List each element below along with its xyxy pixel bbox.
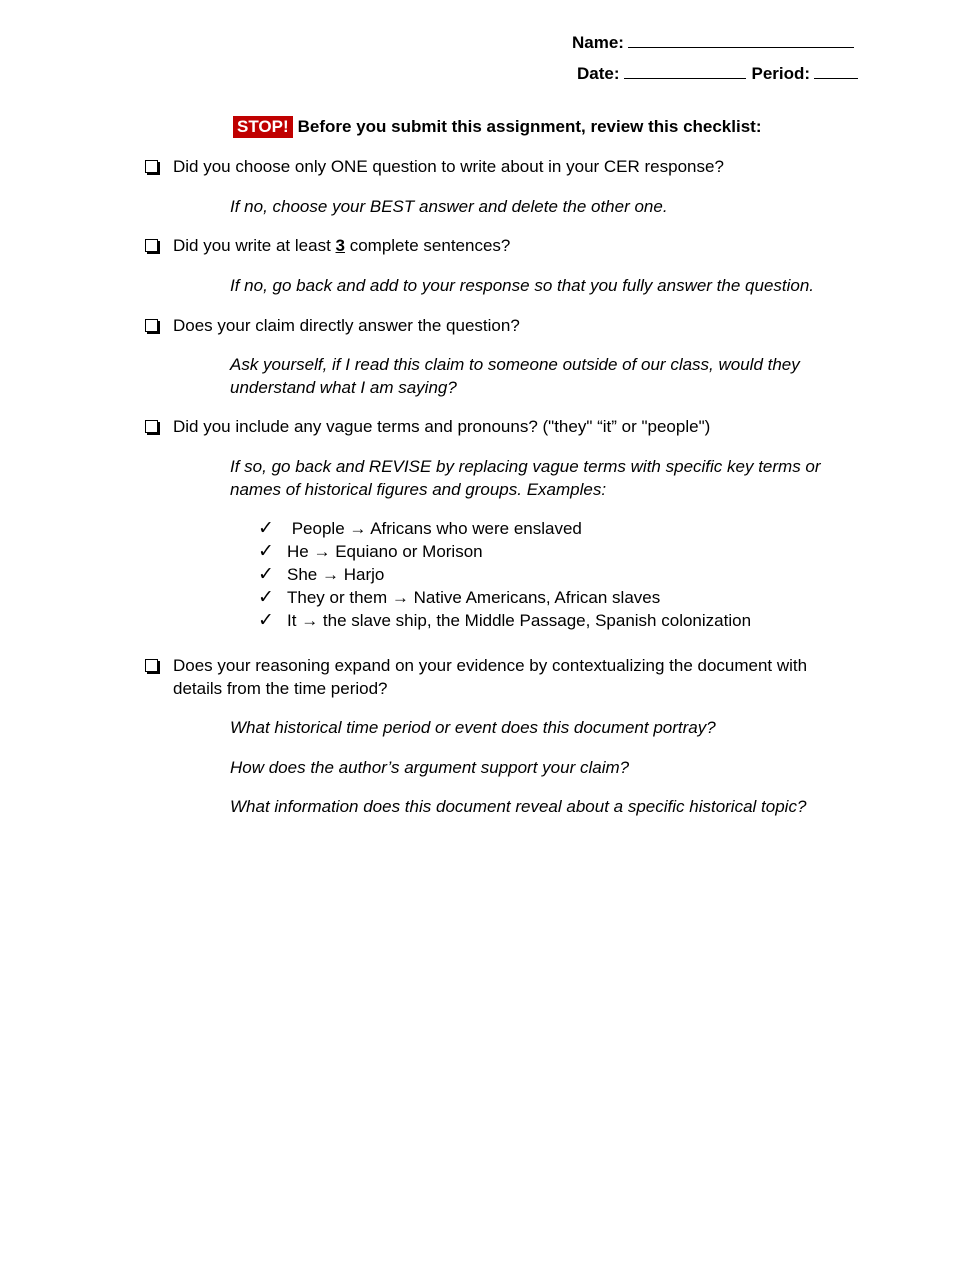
period-label: Period: [751, 64, 811, 83]
example-replacement: Harjo [343, 565, 385, 584]
example-row [258, 517, 751, 540]
name-line [572, 33, 854, 53]
checkmark-icon: ✓ [258, 610, 274, 631]
checkbox-icon[interactable] [145, 420, 158, 433]
checklist-note: If no, go back and add to your response so that you fully answer the question. [230, 276, 815, 295]
example-row [258, 563, 751, 586]
date-line [577, 64, 858, 84]
checkbox-icon[interactable] [145, 659, 158, 672]
checklist-note: What historical time period or event does this document portray? [230, 718, 716, 737]
checkbox-icon[interactable] [145, 239, 158, 252]
arrow-icon: → [349, 519, 367, 538]
checkbox-icon[interactable] [145, 160, 158, 173]
example-replacement: Equiano or Morison [335, 542, 483, 561]
question-post: complete sentences? [344, 236, 511, 255]
checklist-note: If so, go back and REVISE by replacing vague terms with specific key terms or names of historical figures and groups. Examples: [230, 457, 821, 499]
banner-instruction: Before you submit this assignment, review this checklist: [297, 117, 762, 136]
date-label: Date: [577, 64, 620, 83]
arrow-icon: → [313, 542, 331, 561]
stop-badge: STOP! [233, 116, 293, 138]
checklist-question: Does your claim directly answer the question? [173, 316, 520, 335]
example-row [258, 586, 751, 609]
arrow-icon: → [391, 588, 409, 607]
arrow-icon: → [301, 611, 319, 630]
checklist-question: Did you include any vague terms and pronouns? ("they" “it” or "people") [173, 417, 711, 436]
example-term: She [287, 565, 318, 584]
examples-list [258, 517, 751, 632]
example-replacement: Africans who were enslaved [370, 519, 582, 538]
checklist-note: How does the author’s argument support your claim? [230, 758, 630, 777]
example-replacement: Native Americans, African slaves [413, 588, 661, 607]
question-emphasis: 3 [335, 236, 345, 255]
example-replacement: the slave ship, the Middle Passage, Spanish colonization [322, 611, 752, 630]
example-row [258, 540, 751, 563]
date-blank[interactable] [624, 64, 746, 79]
checkmark-icon: ✓ [258, 564, 274, 585]
example-term: It [287, 611, 297, 630]
example-term: They or them [287, 588, 388, 607]
stop-banner [233, 116, 762, 138]
question-pre: Did you write at least [173, 236, 336, 255]
example-term: People [287, 519, 345, 538]
period-blank[interactable] [814, 64, 858, 79]
arrow-icon: → [321, 565, 339, 584]
name-label: Name: [572, 33, 624, 52]
checkmark-icon: ✓ [258, 518, 274, 539]
checklist-note: Ask yourself, if I read this claim to someone outside of our class, would they understand what I am saying? [230, 355, 800, 397]
name-blank[interactable] [628, 33, 854, 48]
checklist-question: Did you choose only ONE question to write about in your CER response? [173, 157, 724, 176]
checklist-question [173, 234, 843, 257]
checkmark-icon: ✓ [258, 541, 274, 562]
checklist-note: What information does this document reveal about a specific historical topic? [230, 797, 807, 816]
example-term: He [287, 542, 309, 561]
checklist-question: Does your reasoning expand on your evidence by contextualizing the document with details from the time period? [173, 656, 808, 698]
checkbox-icon[interactable] [145, 319, 158, 332]
example-row [258, 609, 751, 632]
checkmark-icon: ✓ [258, 587, 274, 608]
checklist-note: If no, choose your BEST answer and delete the other one. [230, 197, 668, 216]
